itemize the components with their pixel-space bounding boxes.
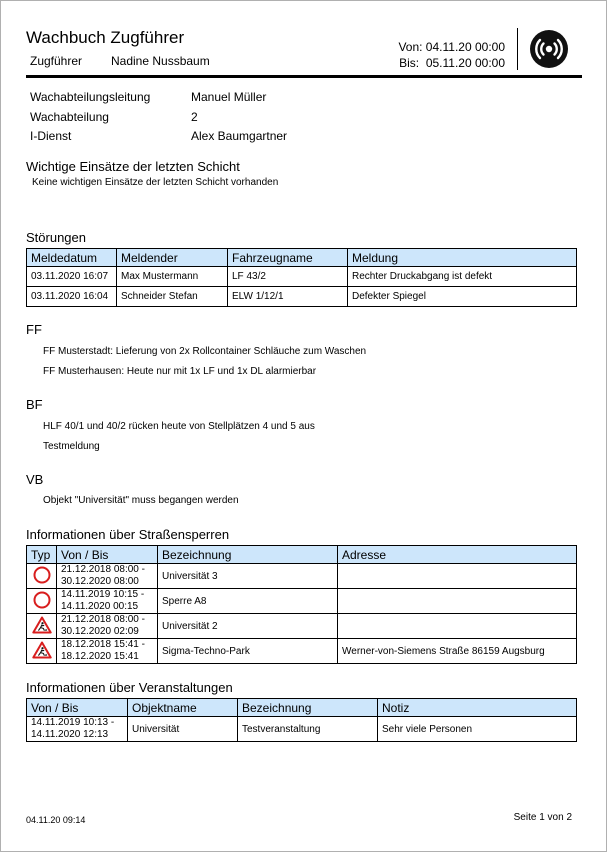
table-header-row [27,249,577,267]
ff-line: FF Musterhausen: Heute nur mit 1x LF und 1x DL alarmierbar [43,366,317,377]
roadworks-sign-icon [32,616,52,634]
period-to: 18.12.2020 15:41 [61,651,139,662]
important-title: Wichtige Einsätze der letzten Schicht [26,159,240,174]
bf-line: HLF 40/1 und 40/2 rücken heute von Stellplätzen 4 und 5 aus [43,421,315,432]
period-cell [57,564,158,589]
ff-line: FF Musterstadt: Lieferung von 2x Rollcontainer Schläuche zum Waschen [43,346,367,357]
sperren-table [26,545,577,664]
period-from: 14.11.2019 10:15 - [61,589,145,600]
table-cell [338,614,577,639]
document-title: Wachbuch Zugführer [26,28,185,47]
vb-line: Objekt "Universität" muss begangen werden [43,495,239,506]
table-cell: ELW 1/12/1 [228,287,348,307]
ff-title: FF [26,322,42,337]
period-to: 30.12.2020 08:00 [61,576,139,587]
bf-line: Testmeldung [43,441,100,452]
type-cell [27,639,57,664]
type-cell [27,614,57,639]
period-from: 21.12.2018 08:00 - [61,614,145,625]
info-value-abteilung: 2 [191,110,198,124]
column-header: Adresse [338,546,577,564]
period-from: 21.12.2018 08:00 - [61,564,145,575]
table-cell: Universität 2 [158,614,338,639]
header-rule [26,75,582,78]
type-cell [27,564,57,589]
period-cell [57,639,158,664]
column-header: Von / Bis [27,699,128,717]
period-to: Bis: 05.11.20 00:00 [399,56,505,70]
header-divider [517,28,518,70]
info-label-abteilung: Wachabteilung [30,110,109,124]
column-header: Typ [27,546,57,564]
info-value-leitung: Manuel Müller [191,90,267,104]
column-header: Meldender [117,249,228,267]
table-row [27,287,577,307]
table-row [27,614,577,639]
period-to: 14.11.2020 12:13 [31,729,109,740]
table-cell: Werner-von-Siemens Straße 86159 Augsburg [338,639,577,664]
table-row [27,589,577,614]
roadworks-sign-icon [32,641,52,659]
column-header: Fahrzeugname [228,249,348,267]
road-closed-sign-icon [33,591,51,609]
table-header-row [27,699,577,717]
table-cell: LF 43/2 [228,267,348,287]
table-row [27,717,577,742]
page-number: Seite 1 von 2 [513,812,572,823]
column-header: Bezeichnung [158,546,338,564]
info-value-idienst: Alex Baumgartner [191,129,288,143]
type-cell [27,589,57,614]
table-cell: Sehr viele Personen [378,717,577,742]
info-label-leitung: Wachabteilungsleitung [30,90,151,104]
bf-title: BF [26,397,43,412]
column-header: Notiz [378,699,577,717]
table-cell [338,564,577,589]
period-to: 30.12.2020 02:09 [61,626,139,637]
table-header-row [27,546,577,564]
column-header: Objektname [128,699,238,717]
period-cell [57,589,158,614]
important-text: Keine wichtigen Einsätze der letzten Schicht vorhanden [32,177,279,188]
column-header: Meldung [348,249,577,267]
table-row [27,564,577,589]
table-cell: Universität 3 [158,564,338,589]
broadcast-icon [530,30,568,68]
table-cell: Testveranstaltung [238,717,378,742]
veranstaltungen-table [26,698,577,742]
period-from: 14.11.2019 10:13 - [31,717,115,728]
table-row [27,639,577,664]
period-from: Von: 04.11.20 00:00 [398,40,505,54]
stoerungen-title: Störungen [26,230,86,245]
leader-name: Nadine Nussbaum [111,54,210,68]
table-cell: 03.11.2020 16:07 [27,267,117,287]
table-cell: Universität [128,717,238,742]
table-cell: Sperre A8 [158,589,338,614]
table-cell [338,589,577,614]
column-header: Von / Bis [57,546,158,564]
period-from: 18.12.2018 15:41 - [61,639,145,650]
veranstaltungen-title: Informationen über Veranstaltungen [26,680,233,695]
table-cell: Max Mustermann [117,267,228,287]
leader-label: Zugführer [30,54,83,68]
sperren-title: Informationen über Straßensperren [26,527,230,542]
period-cell [27,717,128,742]
column-header: Meldedatum [27,249,117,267]
table-cell: Schneider Stefan [117,287,228,307]
table-cell: 03.11.2020 16:04 [27,287,117,307]
table-cell: Defekter Spiegel [348,287,577,307]
period-to: 14.11.2020 00:15 [61,601,139,612]
table-cell: Rechter Druckabgang ist defekt [348,267,577,287]
vb-title: VB [26,472,44,487]
info-label-idienst: I-Dienst [30,129,72,143]
road-closed-sign-icon [33,566,51,584]
period-cell [57,614,158,639]
column-header: Bezeichnung [238,699,378,717]
table-cell: Sigma-Techno-Park [158,639,338,664]
print-timestamp: 04.11.20 09:14 [26,815,86,825]
table-row [27,267,577,287]
stoerungen-table [26,248,577,307]
